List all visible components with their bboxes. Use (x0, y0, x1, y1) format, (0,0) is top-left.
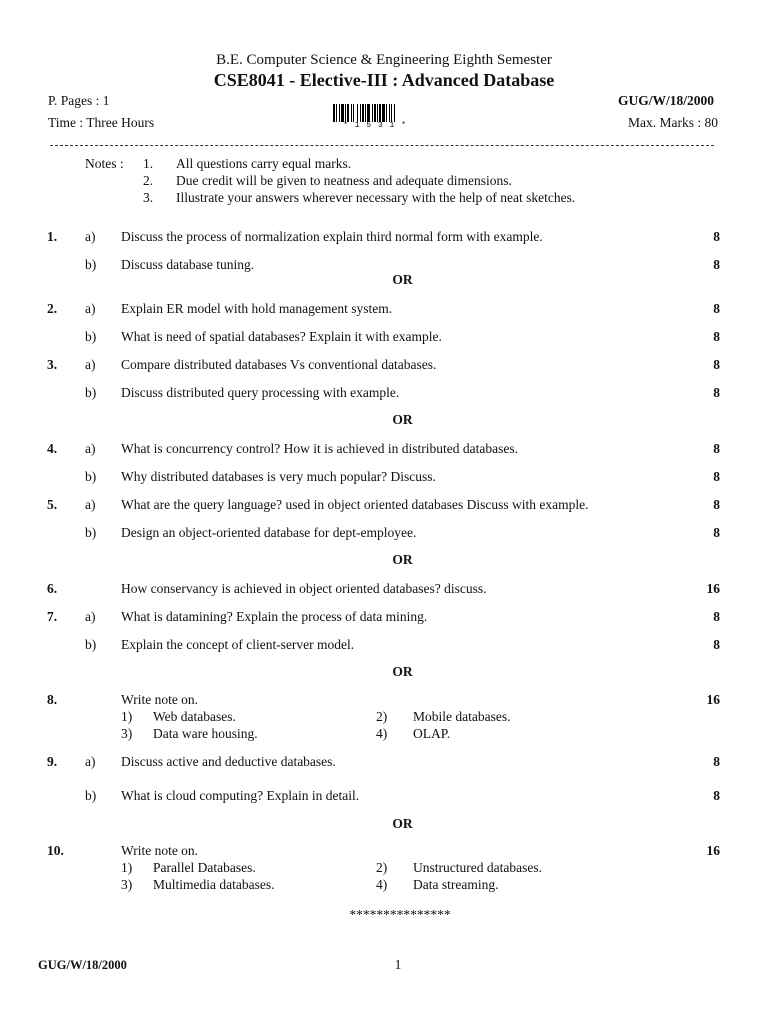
subpart-label: a) (85, 301, 96, 316)
barcode-bar (353, 104, 354, 122)
barcode-bar (382, 104, 385, 122)
list-item-number: 1) (121, 709, 133, 724)
list-item-number: 3) (121, 877, 133, 892)
marks: 8 (713, 525, 720, 540)
barcode-bar (339, 104, 340, 122)
list-item-text: Parallel Databases. (153, 860, 256, 875)
question-number: 9. (47, 754, 58, 769)
question-text: Write note on. (121, 843, 199, 858)
list-item-text: Mobile databases. (413, 709, 511, 724)
barcode-bar (394, 104, 395, 122)
list-item-number: 2) (376, 709, 388, 724)
barcode-bar (345, 104, 346, 122)
marks: 8 (713, 257, 720, 272)
end-mark: *************** (349, 907, 451, 922)
subpart-label: a) (85, 441, 96, 456)
marks: 8 (713, 637, 720, 652)
barcode-bar (336, 104, 337, 122)
subpart-label: a) (85, 754, 96, 769)
barcode-bar (341, 104, 344, 122)
page-title: CSE8041 - Elective-III : Advanced Database (213, 70, 555, 90)
question-number: 10. (47, 843, 64, 858)
marks: 16 (706, 843, 720, 858)
subpart-label: b) (85, 385, 97, 400)
barcode-bar (377, 104, 378, 122)
max-marks: Max. Marks : 80 (628, 115, 718, 130)
list-item-number: 4) (376, 726, 388, 741)
question-text: Write note on. (121, 692, 199, 707)
marks: 8 (713, 609, 720, 624)
barcode-bar (357, 104, 358, 122)
barcode-image (333, 104, 417, 122)
question-text: Discuss active and deductive databases. (121, 754, 336, 769)
note-text: Illustrate your answers wherever necessary with the help of neat sketches. (176, 190, 576, 205)
question-text: What are the query language? used in object oriented databases Discuss with example. (121, 497, 589, 512)
question-number: 3. (47, 357, 58, 372)
list-item-text: Unstructured databases. (413, 860, 542, 875)
barcode-bar (372, 104, 373, 122)
list-item-number: 1) (121, 860, 133, 875)
question-text: Why distributed databases is very much popular? Discuss. (121, 469, 436, 484)
page-number: 1 (394, 957, 402, 972)
subpart-label: a) (85, 229, 96, 244)
list-item-text: OLAP. (413, 726, 451, 741)
subpart-label: b) (85, 329, 97, 344)
or-separator: OR (392, 816, 413, 831)
barcode-bar (347, 104, 349, 122)
notes-label: Notes : (85, 156, 124, 171)
list-item-text: Web databases. (153, 709, 236, 724)
list-item-number: 3) (121, 726, 133, 741)
paper-code: GUG/W/18/2000 (617, 93, 714, 108)
subpart-label: b) (85, 525, 97, 540)
list-item-number: 2) (376, 860, 388, 875)
question-text: What is datamining? Explain the process of data mining. (121, 609, 428, 624)
list-item-text: Data streaming. (413, 877, 499, 892)
question-text: Discuss the process of normalization explain third normal form with example. (121, 229, 543, 244)
header-line-1: B.E. Computer Science & Engineering Eighth Semester (216, 52, 552, 68)
question-text: How conservancy is achieved in object oriented databases? discuss. (121, 581, 487, 596)
header-divider (50, 145, 714, 146)
question-number: 5. (47, 497, 58, 512)
question-text: Explain the concept of client-server model. (121, 637, 355, 652)
barcode-bar (379, 104, 381, 122)
question-number: 7. (47, 609, 58, 624)
question-text: What is cloud computing? Explain in detail. (121, 788, 360, 803)
barcode-bar (389, 104, 390, 122)
question-number: 8. (47, 692, 58, 707)
subpart-label: a) (85, 609, 96, 624)
subpart-label: b) (85, 788, 97, 803)
marks: 8 (713, 229, 720, 244)
barcode-bar (362, 104, 364, 122)
question-number: 4. (47, 441, 58, 456)
subpart-label: b) (85, 469, 97, 484)
question-number: 6. (47, 581, 58, 596)
subpart-label: a) (85, 497, 96, 512)
question-number: 2. (47, 301, 58, 316)
barcode-bar (374, 104, 376, 122)
question-text: Discuss database tuning. (121, 257, 255, 272)
list-item-text: Data ware housing. (153, 726, 258, 741)
question-text: Compare distributed databases Vs conventional databases. (121, 357, 437, 372)
barcode-bar (351, 104, 352, 122)
note-number: 2. (143, 173, 154, 188)
barcode-bar (365, 104, 366, 122)
marks: 8 (713, 329, 720, 344)
subpart-label: a) (85, 357, 96, 372)
marks: 8 (713, 301, 720, 316)
marks: 8 (713, 788, 720, 803)
marks: 8 (713, 469, 720, 484)
question-number: 1. (47, 229, 58, 244)
marks: 8 (713, 441, 720, 456)
barcode-bar (391, 104, 392, 122)
marks: 8 (713, 497, 720, 512)
or-separator: OR (392, 412, 413, 427)
list-item-text: Multimedia databases. (153, 877, 275, 892)
barcode-bar (386, 104, 387, 122)
question-text: Discuss distributed query processing with example. (121, 385, 400, 400)
question-text: Design an object-oriented database for dept-employee. (121, 525, 417, 540)
or-separator: OR (392, 552, 413, 567)
question-text: What is concurrency control? How it is achieved in distributed databases. (121, 441, 518, 456)
question-text: What is need of spatial databases? Explain it with example. (121, 329, 442, 344)
or-separator: OR (392, 664, 413, 679)
barcode-bar (360, 104, 361, 122)
subpart-label: b) (85, 637, 97, 652)
note-number: 1. (143, 156, 154, 171)
marks: 16 (706, 581, 720, 596)
pages-count: P. Pages : 1 (48, 93, 110, 108)
subpart-label: b) (85, 257, 97, 272)
note-text: Due credit will be given to neatness and adequate dimensions. (176, 173, 512, 188)
barcode-bar (333, 104, 335, 122)
exam-time: Time : Three Hours (48, 115, 155, 130)
or-separator: OR (392, 272, 413, 287)
marks: 8 (713, 754, 720, 769)
note-number: 3. (143, 190, 154, 205)
barcode-bar (367, 104, 370, 122)
question-text: Explain ER model with hold management system. (121, 301, 393, 316)
marks: 8 (713, 385, 720, 400)
marks: 16 (706, 692, 720, 707)
barcode-text: * 1 5 3 1 * (343, 121, 407, 130)
note-text: All questions carry equal marks. (176, 156, 352, 171)
footer-code: GUG/W/18/2000 (38, 958, 127, 972)
list-item-number: 4) (376, 877, 388, 892)
marks: 8 (713, 357, 720, 372)
